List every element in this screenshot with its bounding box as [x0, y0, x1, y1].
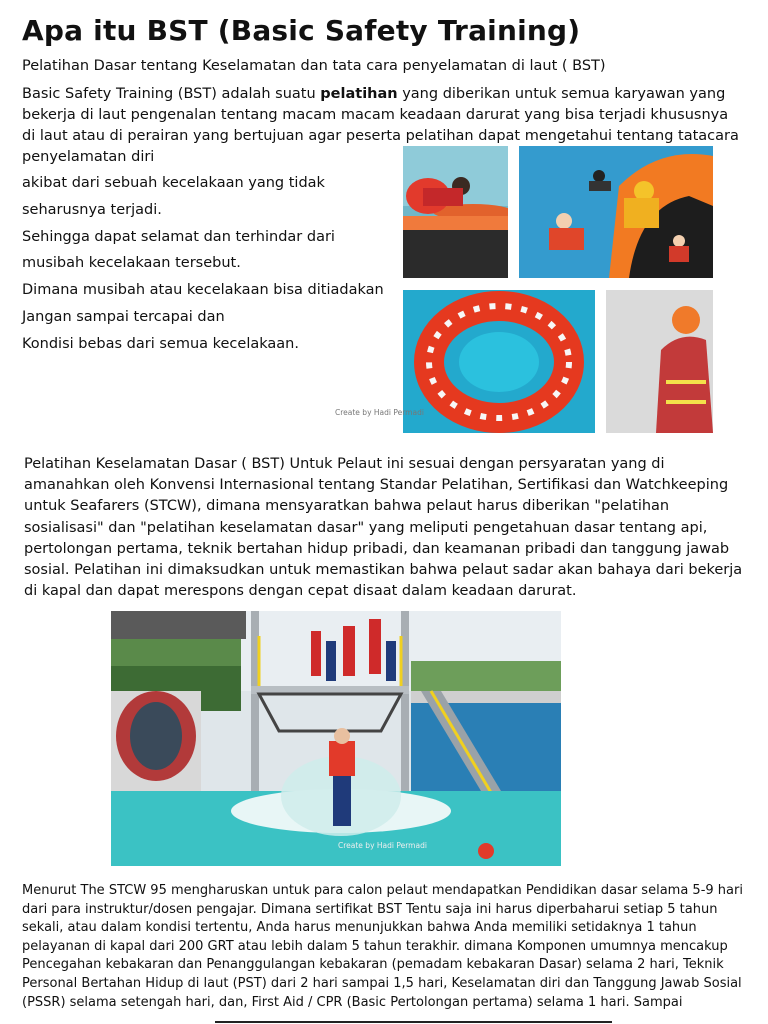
- page-subtitle: Pelatihan Dasar tentang Keselamatan dan tata cara penyelamatan di laut ( BST): [22, 58, 606, 74]
- watermark-text: Create by Hadi Permadi: [335, 408, 424, 417]
- reason-line: Sehingga dapat selamat dan terhindar dari: [22, 228, 335, 245]
- photo-liferaft: [519, 146, 713, 278]
- photo-firefighter: [606, 290, 713, 433]
- training-photo-collage: [335, 146, 713, 433]
- intro-text-end: yang diberikan untuk semua karyawan yang bekerja di laut pengenalan tentang macam macam keadaan darurat yang bisa terjadi khususnya di laut atau di perairan yang bertujuan agar peserta pelatihan dapat mengetahui tentang tatacara penyelamatan diri: [22, 86, 739, 165]
- stcw-requirements-paragraph: Menurut The STCW 95 mengharuskan untuk para calon pelaut mendapatkan Pendidikan dasar selama 5-9 hari dari para instruktur/dosen pengajar. Dimana sertifikat BST Tentu saja ini harus diperbaharui setiap 5 tahun sekali, atau dalam kondisi tertentu, Anda harus menunjukkan bahwa Anda memiliki setidaknya 1 tahun pelayanan di kapal dari 200 GRT atau lebih dalam 5 tahun terakhir. dimana Komponen umumnya mencakup Pencegahan kebakaran dan Penanggulangan kebakaran (pemadam kebakaran Dasar) selama 2 hari, Teknik Personal Bertahan Hidup di laut (PST) dari 2 hari sampai 1,5 hari, Keselamatan diri dan Tanggung Jawab Sosial (PSSR) selama setengah hari, dan, First Aid / CPR (Basic Pertolongan pertama) selama 1 hari. Sampai: [22, 883, 743, 1010]
- reason-line: akibat dari sebuah kecelakaan yang tidak: [22, 175, 325, 191]
- reason-line: seharusnya terjadi.: [22, 201, 162, 218]
- divider-line: [215, 1021, 612, 1023]
- intro-text-start: Basic Safety Training (BST) adalah suatu: [22, 86, 321, 102]
- page-title: Apa itu BST (Basic Safety Training): [22, 14, 581, 47]
- bst-stcw-paragraph: Pelatihan Keselamatan Dasar ( BST) Untuk Pelaut ini sesuai dengan persyaratan yang di amanahkan oleh Konvensi Internasional tentang Standar Pelatihan, Sertifikasi dan Watchkeeping untuk Seafarers (STCW), dimana mensyaratkan bahwa pelaut harus diberikan "pelatihan sosialisasi" dan "pelatihan keselamatan dasar" yang meliputi pengetahuan dasar tentang api, pertolongan pertama, teknik bertahan hidup pribadi, dan keamanan pribadi dan tanggung jawab sosial. Pelatihan ini dimaksudkan untuk memastikan bahwa pelaut sadar akan bahaya dari bekerja di kapal dan dapat merespons dengan cepat disaat dalam keadaan darurat.: [24, 456, 743, 600]
- reason-line: Kondisi bebas dari semua kecelakaan.: [22, 335, 299, 352]
- photo-survival-circle: [403, 290, 595, 433]
- photo-raft-boarding: [403, 146, 508, 278]
- reasons-list: [22, 170, 392, 358]
- reason-line: musibah kecelakaan tersebut.: [22, 255, 241, 272]
- watermark-text: Create by Hadi Permadi: [338, 841, 427, 850]
- reason-line: Dimana musibah atau kecelakaan bisa ditiadakan: [22, 282, 384, 299]
- photo-jump-training: [111, 611, 561, 866]
- intro-bold-word: pelatihan: [320, 86, 398, 102]
- reason-line: Jangan sampai tercapai dan: [22, 308, 225, 325]
